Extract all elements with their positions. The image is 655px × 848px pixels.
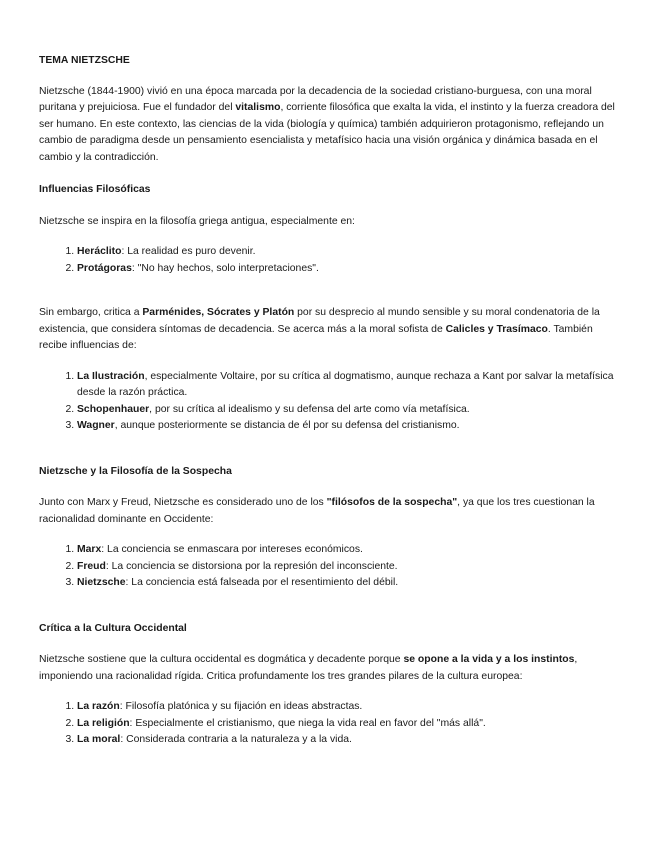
critica-paragraph: Nietzsche sostiene que la cultura occidental es dogmática y decadente porque se opone a la vida y a los instintos, imponiendo una racionalidad rígida. Critica profundamente los tres grandes pilares de la cultura europea: [39,654,578,682]
heading-sospecha: Nietzsche y la Filosofía de la Sospecha [39,465,232,477]
sospecha-list [39,542,619,592]
list-item: 2. Protágoras: "No hay hechos, solo interpretaciones". [77,261,619,278]
critica-griegos-paragraph: Sin embargo, critica a Parménides, Sócrates y Platón por su desprecio al mundo sensible y su moral condenatoria de la existencia, que considera síntomas de decadencia. Se acerca más a la moral sofista de Calicles y Trasímaco. También recibe influencias de: [39,307,600,351]
document-title: TEMA NIETZSCHE [39,55,130,66]
heading-critica: Crítica a la Cultura Occidental [39,622,187,634]
list-item: 1. Marx: La conciencia se enmascara por intereses económicos. [77,542,619,559]
list-item: 2. Freud: La conciencia se distorsiona por la represión del inconsciente. [77,559,619,576]
critica-list [39,699,619,749]
list-item: 3. Wagner, aunque posteriormente se distancia de él por su defensa del cristianismo. [77,418,619,435]
influencias-list [39,244,619,277]
list-item: 1. Heráclito: La realidad es puro devenir. [77,244,619,261]
influencias-intro: Nietzsche se inspira en la filosofía griega antigua, especialmente en: [39,215,355,227]
sospecha-paragraph: Junto con Marx y Freud, Nietzsche es considerado uno de los "filósofos de la sospecha", ya que los tres cuestionan la racionalidad dominante en Occidente: [39,497,595,525]
document-page [39,53,619,749]
influencias-modernas-list [39,369,619,435]
list-item: 1. La razón: Filosofía platónica y su fijación en ideas abstractas. [77,699,619,716]
list-item: 2. La religión: Especialmente el cristianismo, que niega la vida real en favor del "más allá". [77,716,619,733]
list-item: 3. La moral: Considerada contraria a la naturaleza y a la vida. [77,732,619,749]
list-item: 2. Schopenhauer, por su crítica al idealismo y su defensa del arte como vía metafísica. [77,402,619,419]
intro-paragraph: Nietzsche (1844-1900) vivió en una época marcada por la decadencia de la sociedad cristiano-burguesa, con una moral puritana y prejuiciosa. Fue el fundador del vitalismo, corriente filosófica que exalta la vida, el instinto y la fuerza creadora del ser humano. En este contexto, las ciencias de la vida (biología y química) también adquirieron protagonismo, reflejando un cambio de paradigma desde un pensamiento esencialista y metafísico hacia una visión orgánica y dinámica basada en el cambio y la contradicción. [39,85,615,163]
heading-influencias: Influencias Filosóficas [39,184,151,195]
list-item: 1. La Ilustración, especialmente Voltaire, por su crítica al dogmatismo, aunque rechaza a Kant por salvar la metafísica desde la razón práctica. [77,369,619,402]
list-item: 3. Nietzsche: La conciencia está falseada por el resentimiento del débil. [77,575,619,592]
